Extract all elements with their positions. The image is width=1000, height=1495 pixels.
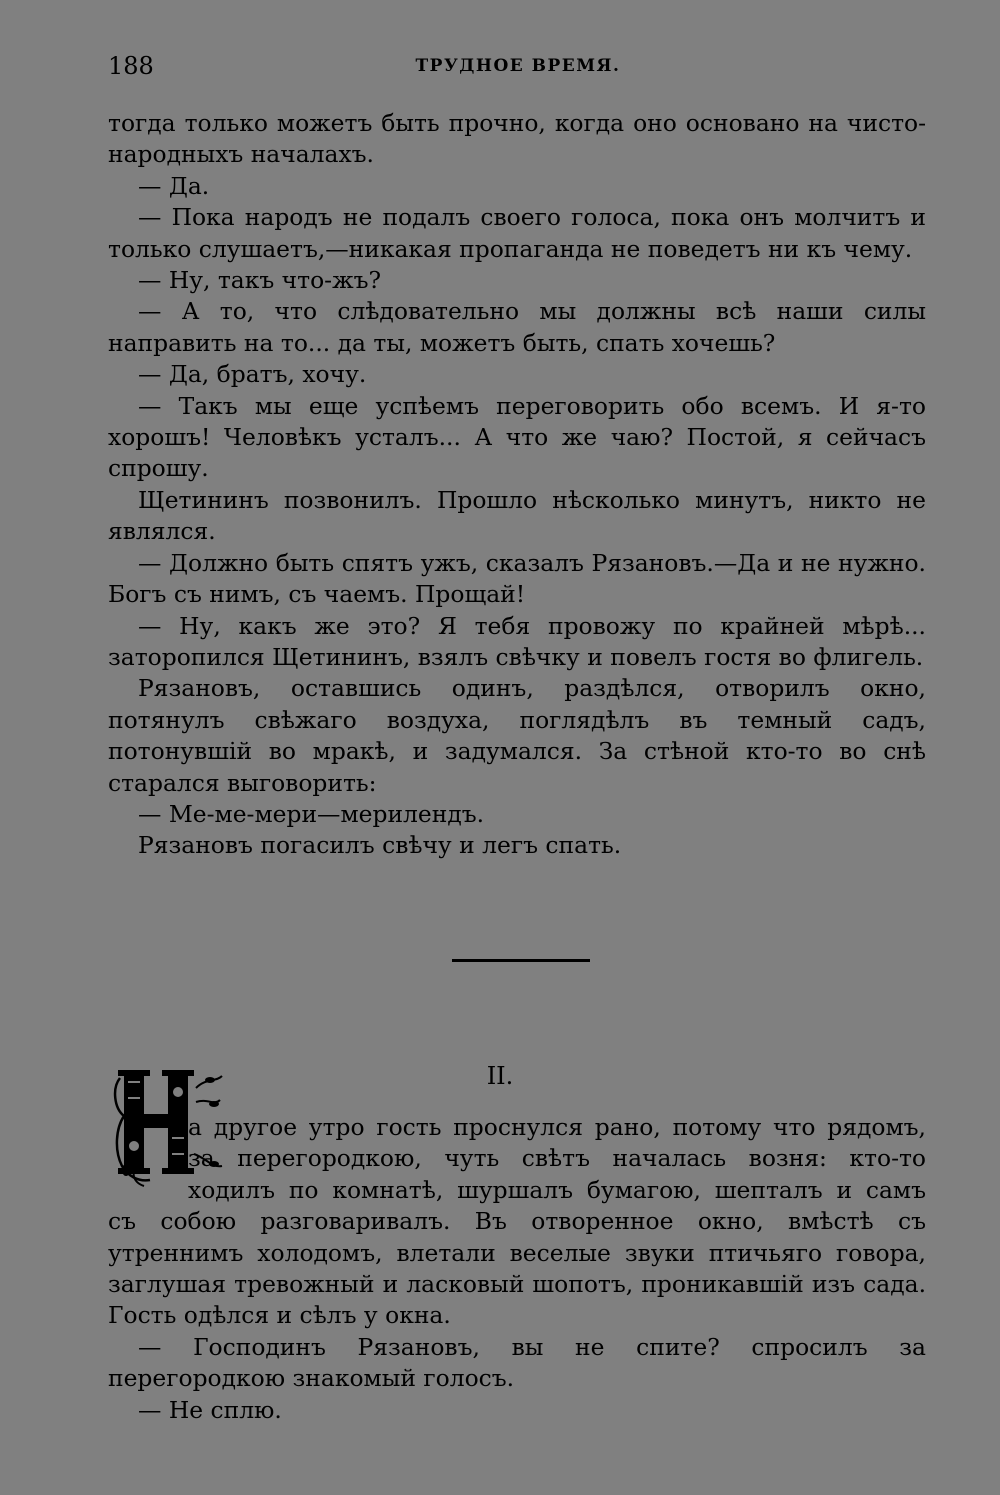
paragraph-first-line: а другое утро гость проснулся рано, потому что рядомъ, bbox=[188, 1113, 926, 1141]
paragraph: — А то, что слѣдовательно мы должны всѣ наши силы направить на то... да ты, можетъ быть, спать хочешь? bbox=[108, 297, 926, 357]
paragraph: — Должно быть спятъ ужъ, сказалъ Рязановъ.—Да и не нужно. Богъ съ нимъ, съ чаемъ. Прощай! bbox=[108, 548, 926, 609]
page-number: 188 bbox=[108, 52, 154, 80]
page-header bbox=[108, 52, 928, 84]
chapter-number: II. bbox=[486, 1062, 514, 1090]
paragraph: Рязановъ погасилъ свѣчу и легъ спать. bbox=[138, 831, 622, 860]
paragraph: — Да, братъ, хочу. bbox=[138, 360, 367, 389]
section-divider-rule bbox=[452, 959, 590, 962]
paragraph-second-line: за перегородкою, чуть свѣтъ началась возня: кто-то bbox=[188, 1144, 926, 1173]
paragraph: — Ме-ме-мери—мерилендъ. bbox=[138, 799, 485, 828]
paragraph-continuation: съ собою разговаривалъ. Въ отворенное окно, вмѣстѣ съ утреннимъ холодомъ, влетали веселые звуки птичьяго говора, заглушая тревожный и ласковый шопотъ, проникавшій изъ сада. Гость одѣлся и сѣлъ у окна. bbox=[108, 1207, 926, 1330]
paragraph-third-line: ходилъ по комнатѣ, шуршалъ бумагою, шепталъ и самъ bbox=[188, 1175, 926, 1204]
paragraph: Щетининъ позвонилъ. Прошло нѣсколько минутъ, никто не являлся. bbox=[108, 485, 926, 546]
chapter-two-opening bbox=[108, 1112, 926, 1426]
chapter-one-ending bbox=[108, 108, 926, 862]
paragraph: — Да. bbox=[138, 171, 210, 200]
paragraph: Рязановъ, оставшись одинъ, раздѣлся, отворилъ окно, потянулъ свѣжаго воздуха, поглядѣлъ въ темный садъ, потонувшій во мракѣ, и задумался. За стѣной кто-то во снѣ старался выговорить: bbox=[108, 674, 926, 797]
paragraph: — Господинъ Рязановъ, вы не спите? спросилъ за перегородкою знакомый голосъ. bbox=[108, 1332, 926, 1393]
paragraph: — Пока народъ не подалъ своего голоса, пока онъ молчитъ и только слушаетъ,—никакая пропаганда не поведетъ ни къ чему. bbox=[108, 203, 926, 263]
paragraph: — Ну, какъ же это? Я тебя провожу по крайней мѣрѣ... заторопился Щетининъ, взялъ свѣчку и повелъ гостя во флигель. bbox=[108, 611, 926, 671]
paragraph: — Ну, такъ что-жъ? bbox=[138, 266, 382, 295]
paragraph: — Не сплю. bbox=[138, 1395, 282, 1424]
paragraph: — Такъ мы еще успѣемъ переговорить обо всемъ. И я-то хорошъ! Человѣкъ усталъ... А что же чаю? Постой, я сейчасъ спрошу. bbox=[108, 391, 926, 483]
paragraph: тогда только можетъ быть прочно, когда оно основано на чисто-народныхъ началахъ. bbox=[108, 109, 926, 169]
running-title: ТРУДНОЕ ВРЕМЯ. bbox=[415, 56, 621, 76]
